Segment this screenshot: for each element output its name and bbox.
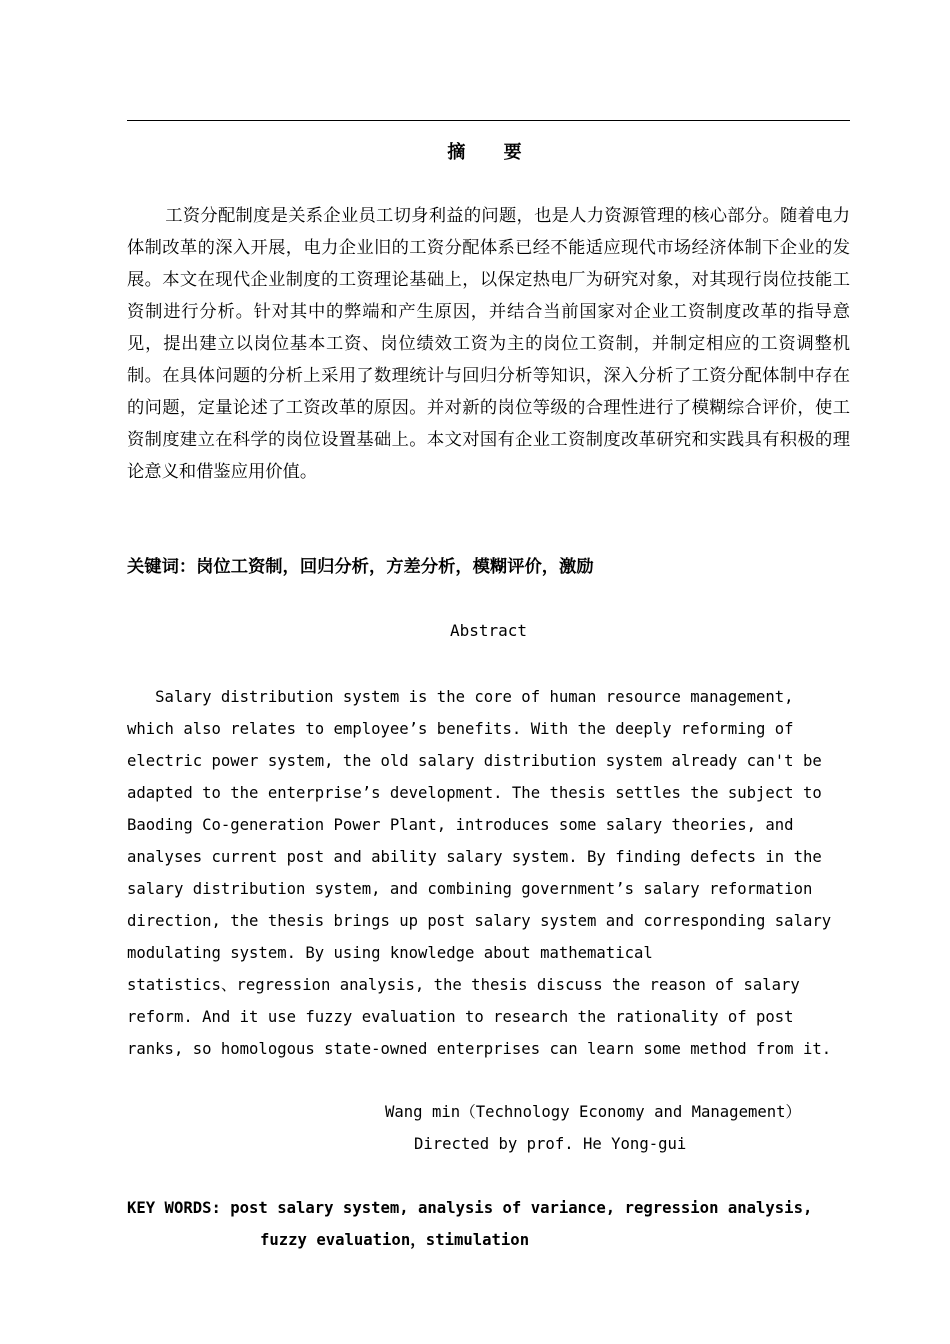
chinese-abstract-body (127, 200, 850, 488)
chinese-abstract-text: 工资分配制度是关系企业员工切身利益的问题，也是人力资源管理的核心部分。随着电力体制改革的深入开展，电力企业旧的工资分配体系已经不能适应现代市场经济体制下企业的发展。本文在现代企业制度的工资理论基础上，以保定热电厂为研究对象，对其现行岗位技能工资制进行分析。针对其中的弊端和产生原因，并结合当前国家对企业工资制度改革的指导意见，提出建立以岗位基本工资、岗位绩效工资为主的岗位工资制，并制定相应的工资调整机制。在具体问题的分析上采用了数理统计与回归分析等知识，深入分析了工资分配体制中存在的问题，定量论述了工资改革的原因。并对新的岗位等级的合理性进行了模糊综合评价，使工资制度建立在科学的岗位设置基础上。本文对国有企业工资制度改革研究和实践具有积极的理论意义和借鉴应用价值。 (127, 206, 850, 482)
english-abstract-line: Baoding Co-generation Power Plant, introduces some salary theories, and (127, 816, 794, 834)
chinese-keywords: 关键词：岗位工资制，回归分析，方差分析，模糊评价，激励 (127, 557, 594, 577)
advisor-line: Directed by prof. He Yong-gui (414, 1135, 687, 1153)
english-keywords-line: KEY WORDS: post salary system, analysis of variance, regression analysis, (127, 1199, 813, 1217)
english-abstract-line: adapted to the enterprise’s development. The thesis settles the subject to (127, 784, 822, 802)
english-abstract-line: ranks, so homologous state-owned enterprises can learn some method from it. (127, 1040, 832, 1058)
english-abstract-line: electric power system, the old salary distribution system already can't be (127, 752, 822, 770)
english-keywords (127, 1192, 857, 1256)
english-abstract-line: modulating system. By using knowledge about mathematical (127, 944, 653, 962)
top-divider-line (127, 120, 850, 121)
english-abstract-line: statistics、regression analysis, the thesis discuss the reason of salary (127, 976, 800, 994)
english-abstract-line: direction, the thesis brings up post salary system and corresponding salary (127, 912, 832, 930)
english-keywords-line: fuzzy evaluation，stimulation (260, 1231, 530, 1249)
english-abstract-line: analyses current post and ability salary system. By finding defects in the (127, 848, 822, 866)
english-abstract-body (127, 681, 857, 1065)
english-abstract-line: Salary distribution system is the core of human resource management, (127, 688, 794, 706)
author-line: Wang min（Technology Economy and Management） (385, 1103, 802, 1121)
chinese-abstract-title: 摘 要 (447, 142, 538, 163)
english-abstract-title: Abstract (449, 621, 528, 640)
english-abstract-line: reform. And it use fuzzy evaluation to research the rationality of post (127, 1008, 794, 1026)
english-abstract-line: which also relates to employee’s benefits. With the deeply reforming of (127, 720, 794, 738)
english-abstract-line: salary distribution system, and combining government’s salary reformation (127, 880, 813, 898)
